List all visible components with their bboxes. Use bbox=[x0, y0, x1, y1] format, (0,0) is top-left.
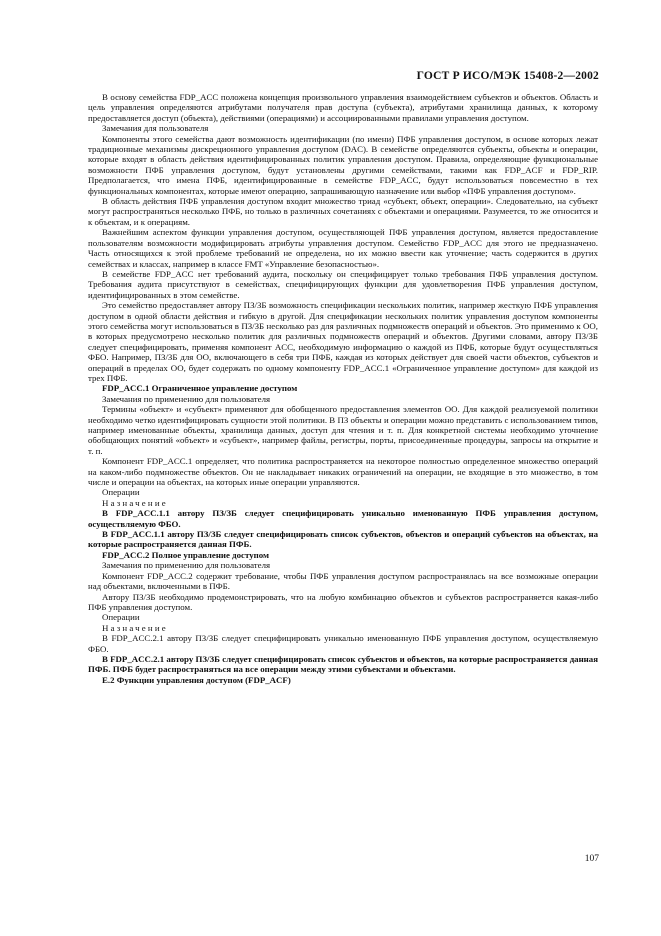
page-body bbox=[88, 92, 598, 685]
paragraph: Замечания по применению для пользователя bbox=[102, 560, 271, 571]
paragraph: Назначение bbox=[102, 497, 168, 508]
paragraph: Компонент FDP_ACC.1 определяет, что политика распространяется на некоторое полностью определенное множество операций на каком-либо подмножестве объектов. Он не накладывает никаких ограничений на операции, не входящие в это множество, в том числе и операции на объектах, на которых иные операции управляются. bbox=[88, 456, 598, 488]
paragraph: Замечания по применению для пользователя bbox=[102, 393, 271, 404]
paragraph: Компоненты этого семейства дают возможность идентификации (по имени) ПФБ управления доступом, в основе которых лежат традиционные механизмы дискреционного управления доступом (DAC). В семействе определяются субъекты, объекты и операции, которые входят в область действия идентифицированных политик управления доступом. Правила, определяющие функциональные возможности ПФБ управления доступом, будут установлены другими семействами, такими как FDP_ACF и FDP_RIP. Предполагается, что имена ПФБ, идентифицированные в семействе FDP_ACC, будут использоваться повсеместно в тех функциональных компонентах, которые имеют операцию, запрашивающую назначение или выбор «ПФБ управления доступом». bbox=[88, 133, 598, 196]
paragraph: Важнейшим аспектом функции управления доступом, осуществляющей ПФБ управления доступом, является предоставление пользователям возможности модифицировать атрибуты управления доступом. Семейство FDP_ACC для этого не предназначено. Часть относящихся к этой проблеме требований не определена, но их можно ввести как уточнение; часть содержится в других семействах и классах, например в классе FMT «Управление безопасностью». bbox=[88, 227, 598, 269]
paragraph: Операции bbox=[102, 612, 140, 623]
paragraph: Замечания для пользователя bbox=[102, 123, 209, 134]
paragraph: В область действия ПФБ управления доступом входит множество триад «субъект, объект, операции». Следовательно, на субъект могут распространяться несколько ПФБ, но только в различных сочетаниях с объектами и операциями. Разумеется, то же относится и к объектам, и к операциям. bbox=[88, 196, 598, 227]
paragraph: В FDP_ACC.1.1 автору ПЗ/ЗБ следует специфицировать список субъектов, объектов и операций субъектов на объектах, на которые распространяется данная ПФБ. bbox=[88, 529, 598, 550]
paragraph: Термины «объект» и «субъект» применяют для обобщенного предоставления элементов ОО. Для каждой реализуемой политики необходимо четко идентифицировать сущности этой политики. В ПЗ объекты и операции можно представить с использованием типов, например именованные объекты, хранилища данных, доступ для чтения и т. п. Для конкретной системы необходимо уточнение обобщающих понятий «объект» и «субъект», например файлы, регистры, порты, присоединенные процедуры, запросы на открытие и т. п. bbox=[88, 404, 598, 456]
paragraph: Автору ПЗ/ЗБ необходимо продемонстрировать, что на любую комбинацию объектов и субъектов распространяется какая-либо ПФБ управления доступом. bbox=[88, 591, 598, 612]
section-heading: FDP_ACC.1 Ограниченное управление доступом bbox=[102, 383, 298, 394]
paragraph: В FDP_ACC.2.1 автору ПЗ/ЗБ следует специфицировать уникально именованную ПФБ управления доступом, осуществляемую ФБО. bbox=[88, 633, 598, 654]
paragraph: В основу семейства FDP_ACC положена концепция произвольного управления взаимодействием субъектов и объектов. Область и цель управления определяются атрибутами получателя прав доступа (субъекта), атрибутами хранилища данных, к которому предоставляется доступ (объекта), действиями (операциями) и ассоциированными правилами управления доступом. bbox=[88, 92, 598, 123]
section-heading: Е.2 Функции управления доступом (FDP_ACF) bbox=[102, 674, 291, 685]
paragraph: Компонент FDP_ACC.2 содержит требование, чтобы ПФБ управления доступом распространялась на все возможные операции над объектами, включенными в ПФБ. bbox=[88, 570, 598, 592]
document-header: ГОСТ Р ИСО/МЭК 15408-2—2002 bbox=[416, 70, 599, 82]
paragraph: Операции bbox=[102, 487, 140, 498]
section-heading: FDP_ACC.2 Полное управление доступом bbox=[102, 549, 269, 560]
paragraph: Назначение bbox=[102, 622, 168, 633]
paragraph: В FDP_ACC.2.1 автору ПЗ/ЗБ следует специфицировать список субъектов и объектов, на которые распространяется данная ПФБ. ПФБ будет распространяться на все операции между этими субъектами и объектами. bbox=[88, 653, 598, 675]
page-number: 107 bbox=[584, 854, 599, 864]
paragraph: Это семейство предоставляет автору ПЗ/ЗБ возможность спецификации нескольких политик, например жесткую ПФБ управления доступом в одной области действия и гибкую в другой. Для спецификации нескольких политик управления доступом компоненты этого семейства могут использоваться в ПЗ/ЗБ несколько раз для различных подмножеств операций и объектов. Это применимо к ОО, в которых предусмотрено несколько политик для различных подмножеств операций и объектов. Другими словами, автору ПЗ/ЗБ следует специфицировать, применяя компонент ACC, необходимую информацию о каждой из ПФБ, которые будут осуществляться ФБО. Например, ПЗ/ЗБ для ОО, включающего в себя три ПФБ, каждая из которых действует для своей части объектов, субъектов и операций в пределах ОО, будет содержать по одному компоненту FDP_ACC.1 «Ограниченное управление доступом» для каждой из трех ПФБ. bbox=[88, 300, 598, 383]
paragraph: В FDP_ACC.1.1 автору ПЗ/ЗБ следует специфицировать уникально именованную ПФБ управления доступом, осуществляемую ФБО. bbox=[88, 508, 598, 529]
paragraph: В семействе FDP_ACC нет требований аудита, поскольку он специфицирует только требования ПФБ управления доступом. Требования аудита присутствуют в семействах, специфицирующих функции для удовлетворения ПФБ управления доступом, идентифицированных в этом семействе. bbox=[88, 268, 598, 300]
